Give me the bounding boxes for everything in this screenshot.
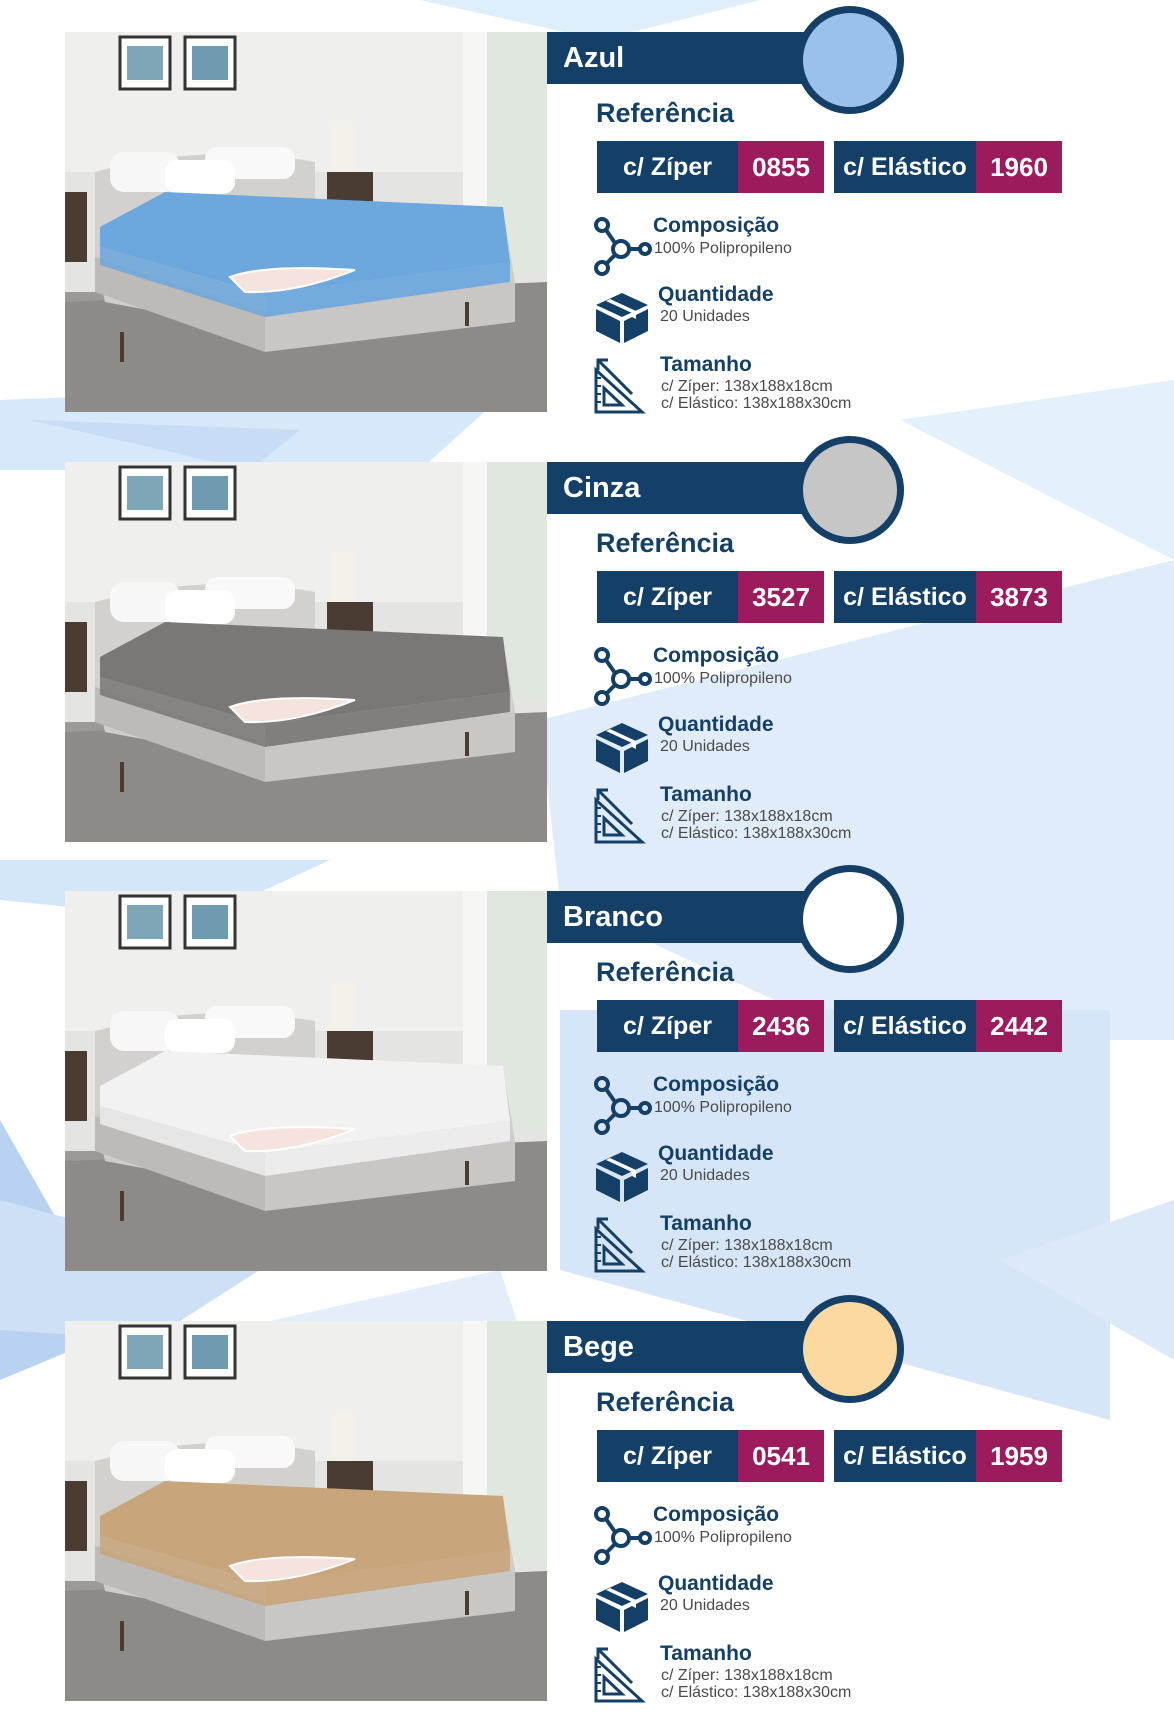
quantidade-title: Quantidade — [658, 1142, 774, 1165]
tamanho-ziper: c/ Zíper: 138x188x18cm — [661, 808, 833, 825]
color-swatch — [796, 1295, 904, 1403]
product-photo — [65, 462, 547, 842]
color-name-banner: Azul — [547, 32, 845, 84]
composicao-title: Composição — [653, 644, 780, 667]
ref-elastico-code: 1959 — [976, 1430, 1062, 1482]
tamanho-elastico: c/ Elástico: 138x188x30cm — [661, 395, 852, 412]
box-icon — [592, 287, 652, 347]
composicao-title: Composição — [653, 214, 780, 237]
ref-ziper-label: c/ Zíper — [597, 141, 738, 193]
color-name-banner: Bege — [547, 1321, 845, 1373]
ref-ziper-badge — [597, 571, 824, 623]
color-swatch — [796, 436, 904, 544]
tamanho-ziper: c/ Zíper: 138x188x18cm — [661, 1667, 833, 1684]
ref-ziper-code: 0855 — [738, 141, 824, 193]
ruler-triangle-icon — [592, 1645, 652, 1705]
referencia-heading: Referência — [596, 1387, 735, 1417]
ref-ziper-label: c/ Zíper — [597, 1430, 738, 1482]
product-section-cinza — [0, 430, 1174, 842]
ref-elastico-label: c/ Elástico — [834, 141, 976, 193]
ref-elastico-label: c/ Elástico — [834, 1000, 976, 1052]
ref-elastico-code: 3873 — [976, 571, 1062, 623]
ref-ziper-code: 2436 — [738, 1000, 824, 1052]
tamanho-title: Tamanho — [660, 1642, 752, 1665]
quantidade-title: Quantidade — [658, 713, 774, 736]
product-section-azul — [0, 0, 1174, 412]
composicao-value: 100% Polipropileno — [654, 1099, 792, 1116]
composicao-value: 100% Polipropileno — [654, 240, 792, 257]
molecule-icon — [592, 646, 652, 706]
ref-ziper-badge — [597, 1000, 824, 1052]
tamanho-title: Tamanho — [660, 783, 752, 806]
color-swatch — [796, 6, 904, 114]
product-photo — [65, 891, 547, 1271]
quantidade-value: 20 Unidades — [660, 738, 750, 755]
ref-elastico-badge — [834, 1000, 1062, 1052]
ref-elastico-code: 2442 — [976, 1000, 1062, 1052]
composicao-value: 100% Polipropileno — [654, 1529, 792, 1546]
ruler-triangle-icon — [592, 356, 652, 416]
tamanho-ziper: c/ Zíper: 138x188x18cm — [661, 378, 833, 395]
ref-elastico-badge — [834, 1430, 1062, 1482]
product-photo — [65, 1321, 547, 1701]
product-section-bege — [0, 1289, 1174, 1701]
tamanho-title: Tamanho — [660, 353, 752, 376]
quantidade-title: Quantidade — [658, 283, 774, 306]
color-swatch — [796, 865, 904, 973]
tamanho-elastico: c/ Elástico: 138x188x30cm — [661, 1254, 852, 1271]
ref-elastico-badge — [834, 141, 1062, 193]
quantidade-value: 20 Unidades — [660, 308, 750, 325]
product-section-branco — [0, 859, 1174, 1271]
referencia-heading: Referência — [596, 98, 735, 128]
tamanho-elastico: c/ Elástico: 138x188x30cm — [661, 825, 852, 842]
box-icon — [592, 1576, 652, 1636]
ref-ziper-label: c/ Zíper — [597, 571, 738, 623]
molecule-icon — [592, 216, 652, 276]
ref-ziper-badge — [597, 1430, 824, 1482]
composicao-title: Composição — [653, 1503, 780, 1526]
tamanho-title: Tamanho — [660, 1212, 752, 1235]
molecule-icon — [592, 1505, 652, 1565]
box-icon — [592, 717, 652, 777]
molecule-icon — [592, 1075, 652, 1135]
composicao-title: Composição — [653, 1073, 780, 1096]
tamanho-ziper: c/ Zíper: 138x188x18cm — [661, 1237, 833, 1254]
ref-elastico-code: 1960 — [976, 141, 1062, 193]
ref-ziper-label: c/ Zíper — [597, 1000, 738, 1052]
ruler-triangle-icon — [592, 786, 652, 846]
ref-ziper-badge — [597, 141, 824, 193]
product-photo — [65, 32, 547, 412]
box-icon — [592, 1146, 652, 1206]
referencia-heading: Referência — [596, 957, 735, 987]
composicao-value: 100% Polipropileno — [654, 670, 792, 687]
ruler-triangle-icon — [592, 1215, 652, 1275]
ref-elastico-badge — [834, 571, 1062, 623]
color-name-banner: Cinza — [547, 462, 845, 514]
quantidade-value: 20 Unidades — [660, 1167, 750, 1184]
ref-ziper-code: 3527 — [738, 571, 824, 623]
ref-elastico-label: c/ Elástico — [834, 1430, 976, 1482]
color-name-banner: Branco — [547, 891, 845, 943]
tamanho-elastico: c/ Elástico: 138x188x30cm — [661, 1684, 852, 1701]
ref-elastico-label: c/ Elástico — [834, 571, 976, 623]
referencia-heading: Referência — [596, 528, 735, 558]
quantidade-value: 20 Unidades — [660, 1597, 750, 1614]
ref-ziper-code: 0541 — [738, 1430, 824, 1482]
quantidade-title: Quantidade — [658, 1572, 774, 1595]
